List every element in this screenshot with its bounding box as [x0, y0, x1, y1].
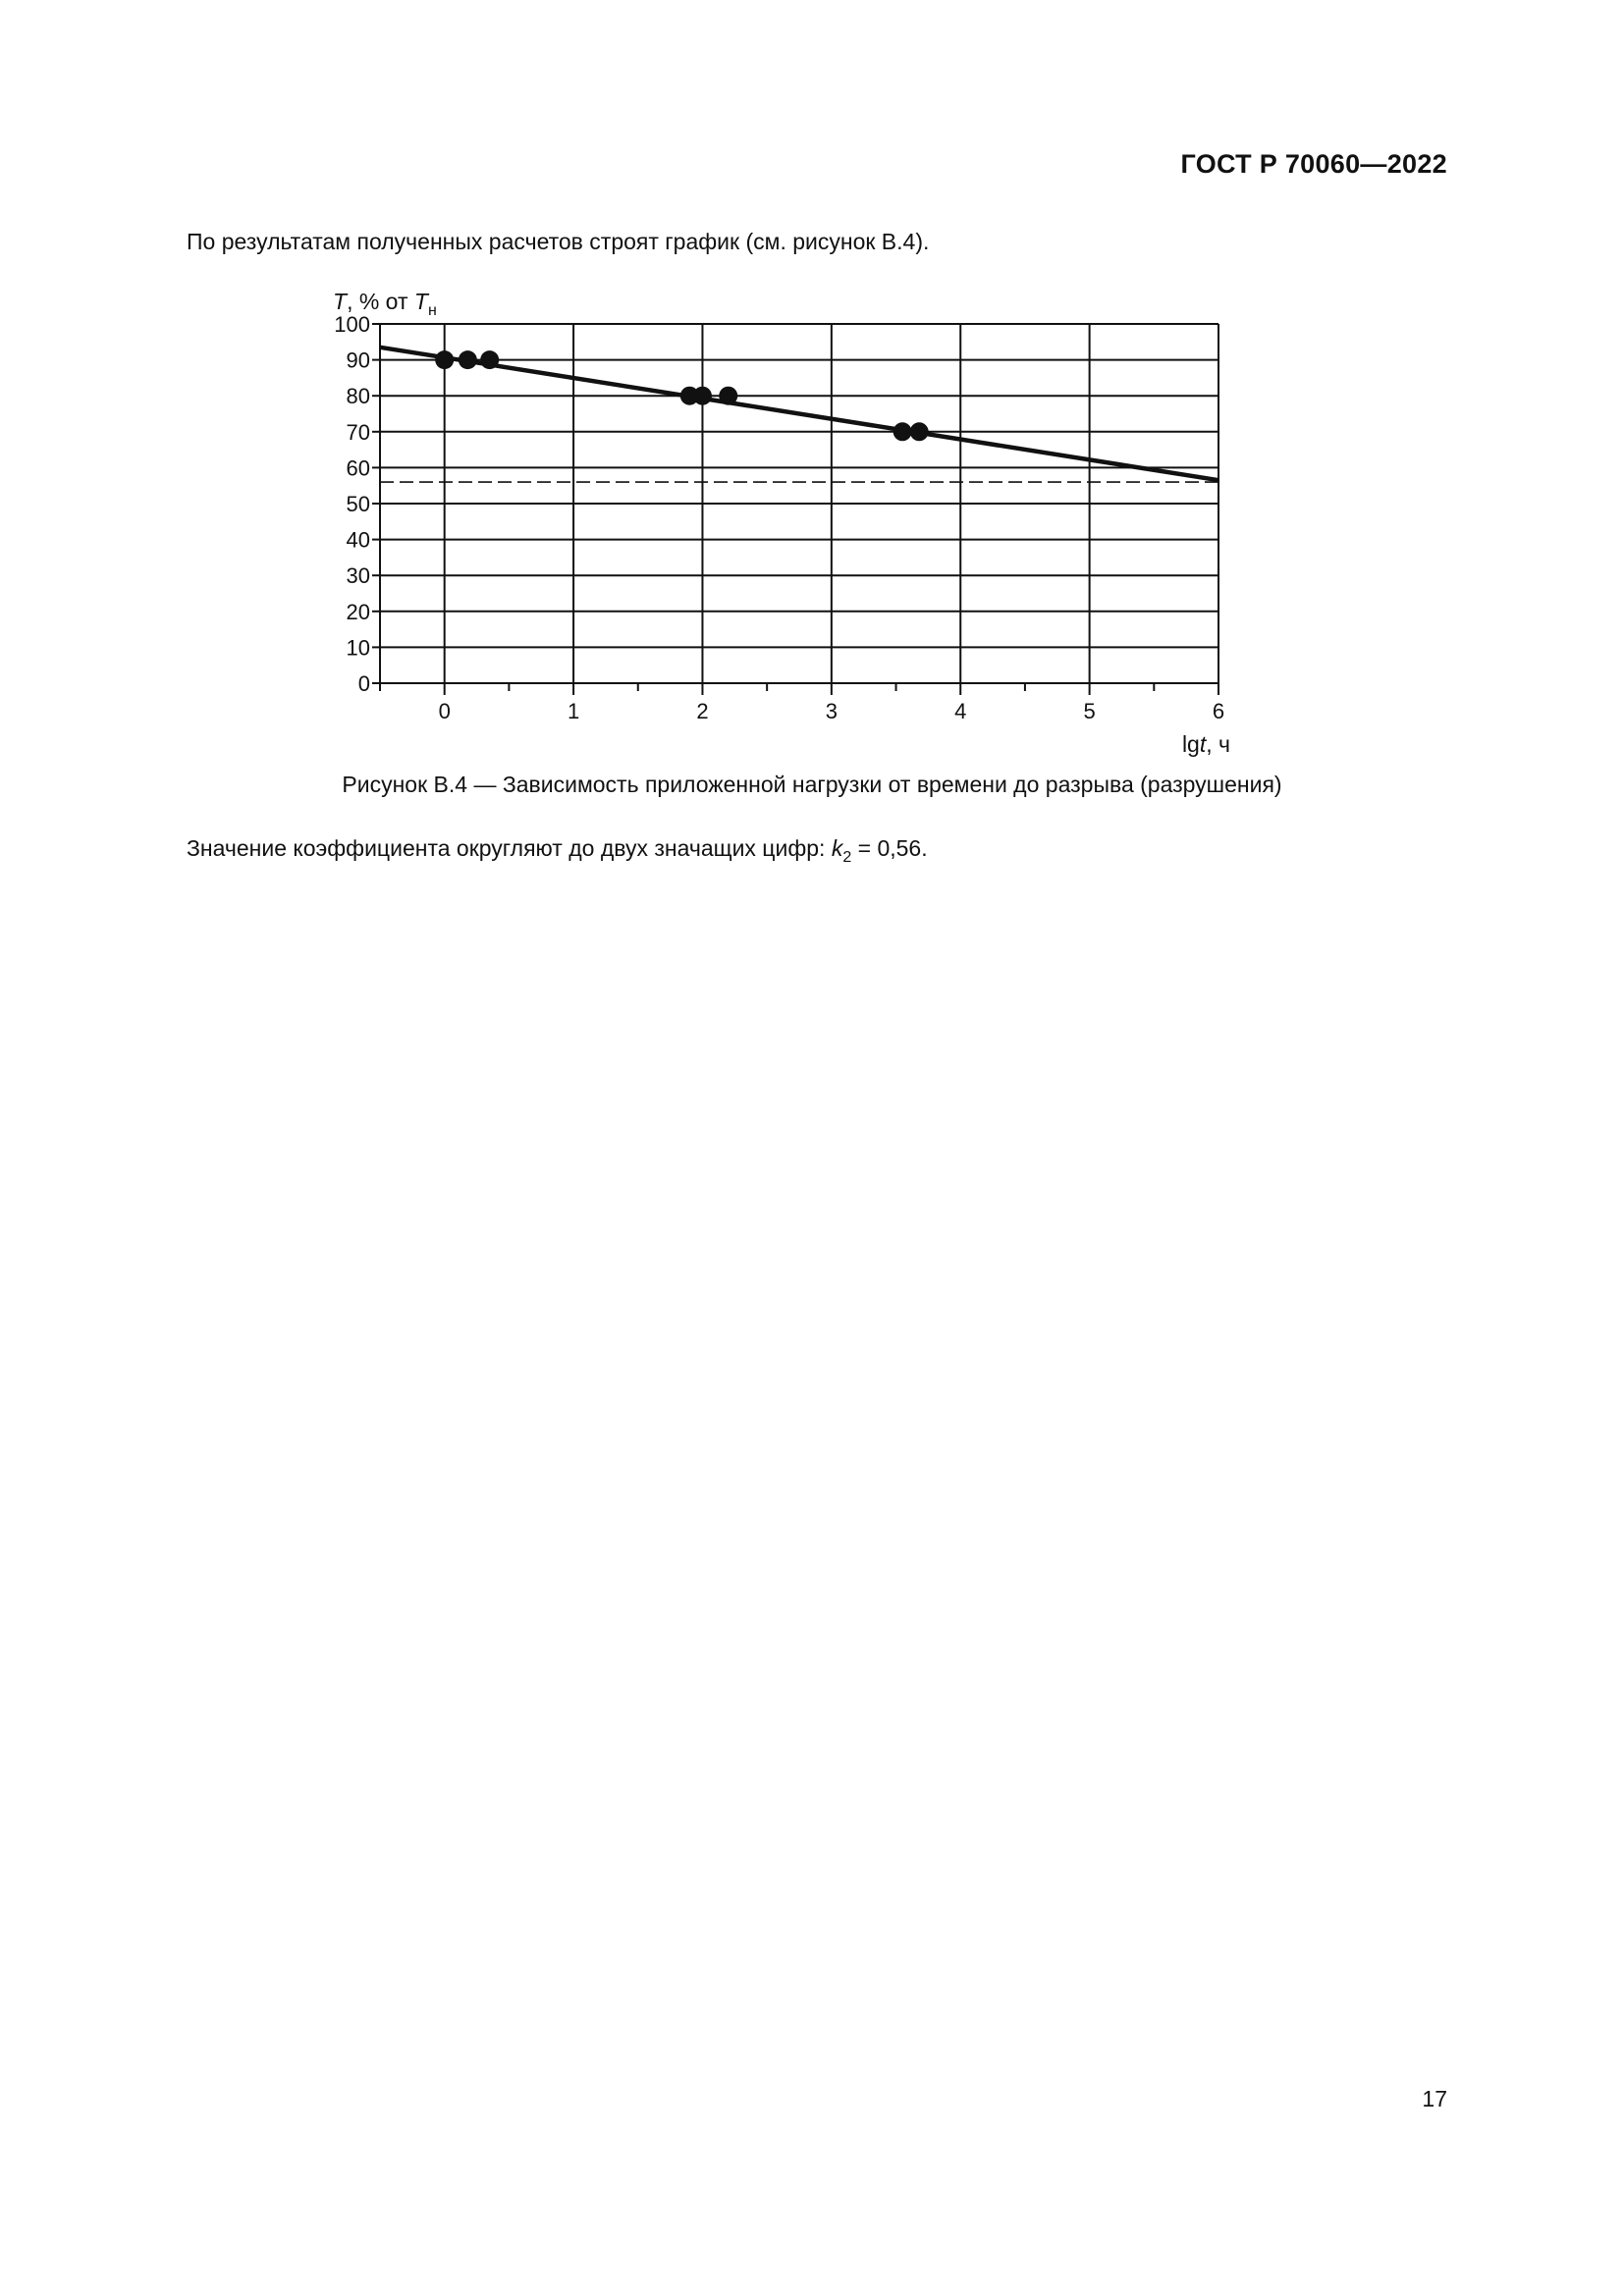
data-point [693, 387, 712, 405]
y-axis-label-ref-sub: н [427, 302, 437, 319]
y-tick-label: 20 [346, 599, 370, 624]
y-tick-label: 10 [346, 635, 370, 661]
tick-labels-layer [334, 312, 1224, 723]
coefficient-paragraph [187, 835, 928, 867]
x-tick-label: 6 [1212, 699, 1225, 723]
x-tick-label: 2 [696, 699, 709, 723]
data-point [719, 387, 737, 405]
y-tick-label: 90 [346, 347, 370, 373]
y-tick-label: 100 [334, 312, 370, 337]
y-axis-label-ref: T [413, 289, 428, 314]
x-axis-label-lg: lg [1181, 731, 1200, 757]
coefficient-subscript: 2 [842, 849, 852, 866]
coefficient-value: = 0,56. [851, 835, 928, 861]
fit-line-layer [380, 347, 1218, 480]
y-tick-label: 70 [346, 419, 370, 445]
coefficient-symbol: k [831, 835, 843, 861]
y-axis-label-symbol: T [333, 289, 348, 314]
page-number: 17 [1422, 2086, 1447, 2111]
x-tick-label: 0 [438, 699, 451, 723]
y-axis-label-text: , % от [347, 289, 414, 314]
standard-code: ГОСТ Р 70060—2022 [1180, 149, 1447, 179]
figure-chart [309, 279, 1252, 760]
intro-paragraph: По результатам полученных расчетов строят график (см. рисунок В.4). [187, 229, 930, 254]
x-tick-label: 4 [954, 699, 967, 723]
y-tick-label: 80 [346, 384, 370, 409]
x-axis-label-var: t [1199, 731, 1207, 757]
chart-svg [309, 279, 1252, 760]
data-point [480, 350, 499, 369]
figure-caption: Рисунок В.4 — Зависимость приложенной нагрузки от времени до разрыва (разрушения) [342, 772, 1282, 797]
data-point [910, 422, 929, 441]
x-tick-label: 5 [1083, 699, 1096, 723]
data-point [435, 350, 454, 369]
y-tick-label: 40 [346, 527, 370, 553]
data-point [459, 350, 477, 369]
y-tick-label: 50 [346, 492, 370, 516]
y-tick-label: 0 [357, 671, 370, 696]
coefficient-prefix: Значение коэффициента округляют до двух значащих цифр: [187, 835, 832, 861]
x-tick-label: 1 [567, 699, 580, 723]
x-axis-label-unit: , ч [1206, 731, 1230, 757]
data-point [893, 422, 912, 441]
y-tick-label: 60 [346, 455, 370, 481]
x-axis-label [1182, 731, 1230, 757]
y-tick-label: 30 [346, 563, 370, 589]
grid-layer [372, 324, 1218, 695]
fit-line [380, 347, 1218, 480]
x-tick-label: 3 [825, 699, 838, 723]
